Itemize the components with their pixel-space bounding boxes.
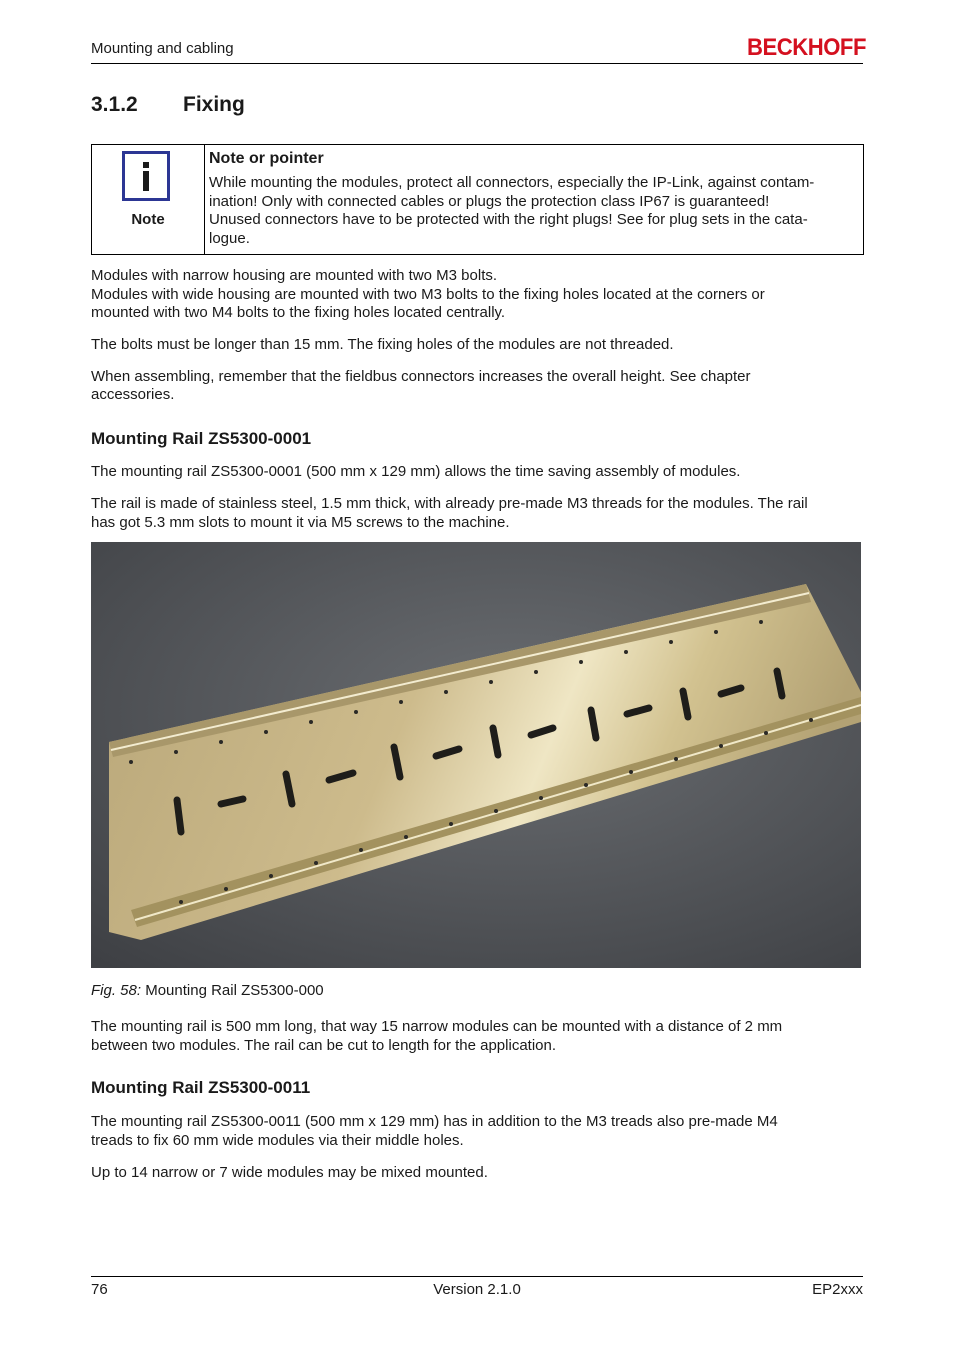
note-line: ination! Only with connected cables or plugs the protection class IP67 is guaranteed! xyxy=(209,192,770,210)
note-box xyxy=(91,144,864,255)
paragraph: The mounting rail ZS5300-0001 (500 mm x 129 mm) allows the time saving assembly of modules. xyxy=(91,463,741,480)
paragraph-line: The mounting rail is 500 mm long, that way 15 narrow modules can be mounted with a distance of 2 mm xyxy=(91,1018,783,1035)
subheading-rail-0001: Mounting Rail ZS5300-0001 xyxy=(91,429,312,448)
subheading-rail-0011: Mounting Rail ZS5300-0011 xyxy=(91,1078,311,1097)
note-line: logue. xyxy=(209,229,250,247)
paragraph: Up to 14 narrow or 7 wide modules may be mixed mounted. xyxy=(91,1164,488,1181)
note-line: While mounting the modules, protect all connectors, especially the IP-Link, against contam- xyxy=(209,174,815,191)
paragraph-line: The rail is made of stainless steel, 1.5 mm thick, with already pre-made M3 threads for the modules. The rail xyxy=(91,495,808,512)
footer-rule xyxy=(91,1276,863,1277)
note-content xyxy=(209,150,859,248)
paragraph-line: Modules with wide housing are mounted with two M3 bolts to the fixing holes located at the corners or xyxy=(91,286,765,303)
figure-number: Fig. 58: xyxy=(91,982,142,999)
figure-text: Mounting Rail ZS5300-000 xyxy=(145,982,324,999)
running-header: Mounting and cabling xyxy=(91,40,234,57)
mounting-rail-photo xyxy=(91,542,861,968)
section-number: 3.1.2 xyxy=(91,93,138,116)
product-name: EP2xxx xyxy=(812,1281,863,1298)
figure-caption xyxy=(91,982,324,999)
note-line: Unused connectors have to be protected with the right plugs! See for plug sets in the cata- xyxy=(209,211,808,228)
section-heading xyxy=(91,93,245,117)
paragraph-line: treads to fix 60 mm wide modules via their middle holes. xyxy=(91,1132,464,1149)
version-label: Version 2.1.0 xyxy=(433,1281,521,1298)
note-label: Note xyxy=(131,211,165,228)
section-title: Fixing xyxy=(183,93,245,116)
page-number: 76 xyxy=(91,1281,108,1298)
brand-logo: BECKHOFF xyxy=(747,34,866,61)
paragraph-line: mounted with two M4 bolts to the fixing holes located centrally. xyxy=(91,304,506,321)
paragraph-line: has got 5.3 mm slots to mount it via M5 screws to the machine. xyxy=(91,514,510,531)
paragraph-line: Modules with narrow housing are mounted with two M3 bolts. xyxy=(91,267,498,284)
paragraph-line: accessories. xyxy=(91,386,175,403)
note-icon-cell xyxy=(92,145,205,254)
paragraph-line: The mounting rail ZS5300-0011 (500 mm x 129 mm) has in addition to the M3 treads also pre-made M4 xyxy=(91,1113,778,1130)
header-rule xyxy=(91,63,863,64)
note-title: Note or pointer xyxy=(209,150,324,167)
info-icon xyxy=(122,151,170,201)
paragraph-line: When assembling, remember that the fieldbus connectors increases the overall height. See chapter xyxy=(91,368,751,385)
paragraph: The bolts must be longer than 15 mm. The fixing holes of the modules are not threaded. xyxy=(91,336,674,353)
paragraph-line: between two modules. The rail can be cut to length for the application. xyxy=(91,1037,557,1054)
